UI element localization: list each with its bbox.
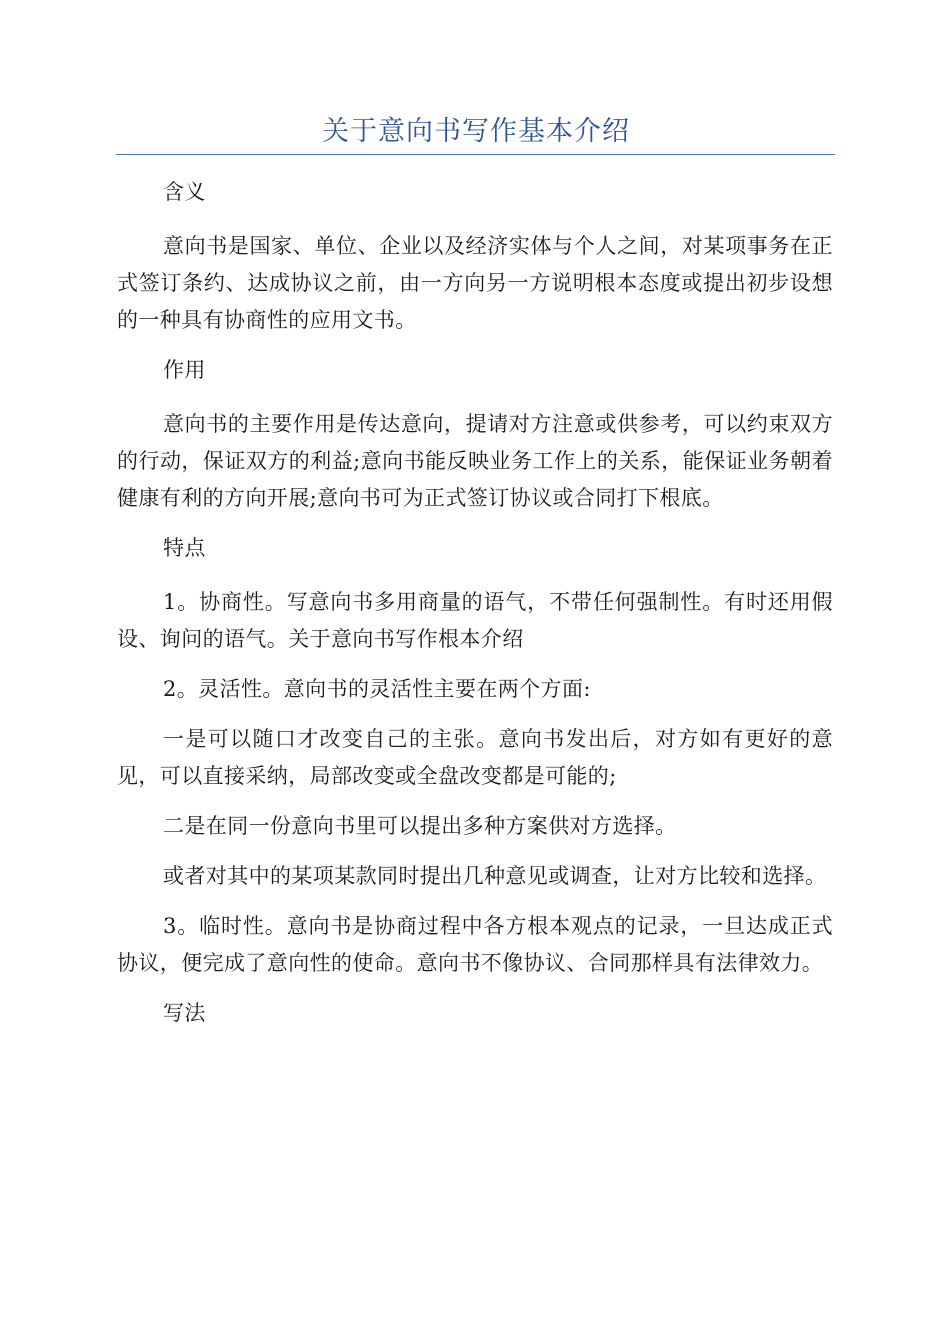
section-heading-meaning: 含义 xyxy=(163,180,206,204)
section-heading-features: 特点 xyxy=(163,536,206,560)
paragraph-feature-2: 2。灵活性。意向书的灵活性主要在两个方面: xyxy=(163,677,591,701)
paragraph-feature-1: 1。协商性。写意向书多用商量的语气，不带任何强制性。有时还用假设、询问的语气。关于意向书写作根本介绍 xyxy=(117,590,833,651)
document-title: 关于意向书写作基本介绍 xyxy=(322,116,630,147)
title-underline xyxy=(116,154,835,155)
section-heading-writing: 写法 xyxy=(163,1001,206,1025)
document-body xyxy=(117,174,833,1049)
paragraph-feature-2-b: 二是在同一份意向书里可以提出多种方案供对方选择。 xyxy=(163,814,677,838)
paragraph-meaning: 意向书是国家、单位、企业以及经济实体与个人之间，对某项事务在正式签订条约、达成协议之前，由一方向另一方说明根本态度或提出初步设想的一种具有协商性的应用文书。 xyxy=(117,234,833,332)
paragraph-feature-2-a: 一是可以随口才改变自己的主张。意向书发出后，对方如有更好的意见，可以直接采纳，局部改变或全盘改变都是可能的; xyxy=(117,727,833,788)
section-heading-function: 作用 xyxy=(163,358,206,382)
paragraph-feature-3: 3。临时性。意向书是协商过程中各方根本观点的记录，一旦达成正式协议，便完成了意向性的使命。意向书不像协议、合同那样具有法律效力。 xyxy=(117,914,833,975)
paragraph-function: 意向书的主要作用是传达意向，提请对方注意或供参考，可以约束双方的行动，保证双方的利益;意向书能反映业务工作上的关系，能保证业务朝着健康有利的方向开展;意向书可为正式签订协议或合同打下根底。 xyxy=(117,412,833,510)
paragraph-feature-2-c: 或者对其中的某项某款同时提出几种意见或调查，让对方比较和选择。 xyxy=(163,864,827,888)
